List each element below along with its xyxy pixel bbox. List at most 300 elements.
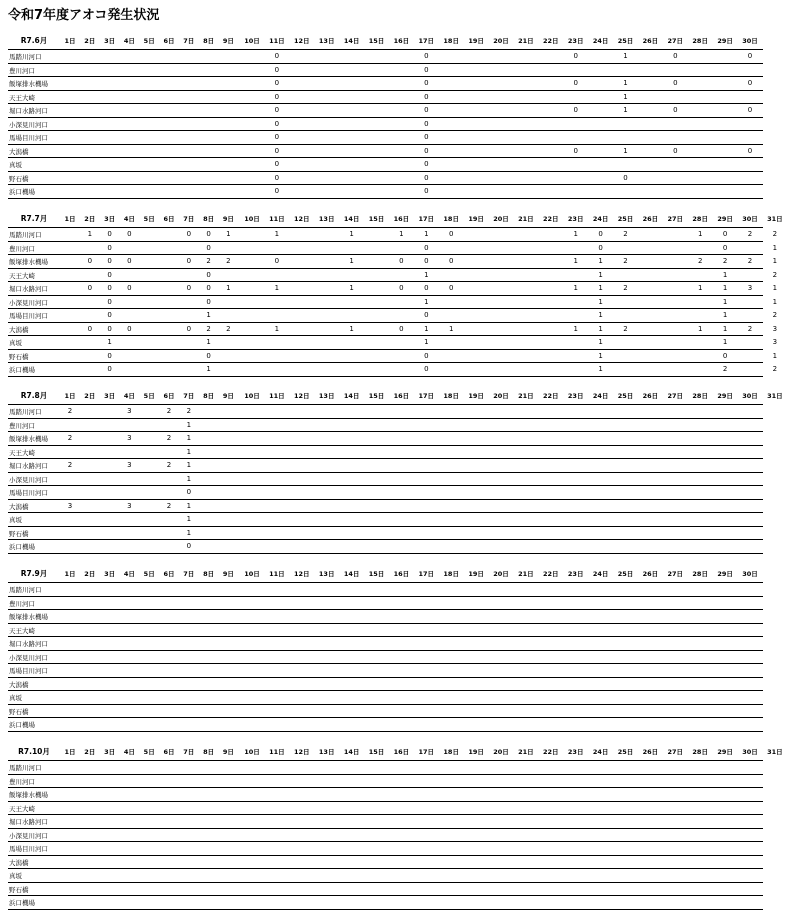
cell-value: 3 [127, 434, 132, 442]
cell-value: 2 [623, 257, 628, 265]
day-header: 16日 [393, 37, 410, 45]
day-header: 28日 [692, 392, 708, 400]
day-header: 21日 [518, 215, 534, 223]
location-label: 小深見川河口 [9, 120, 48, 129]
location-label: 浜口機場 [9, 721, 35, 729]
day-header: 7日 [183, 215, 195, 223]
table-row [8, 651, 763, 665]
day-header: 4日 [123, 570, 135, 578]
cell-value: 1 [206, 365, 211, 373]
cell-value: 0 [127, 284, 132, 292]
day-header: 21日 [518, 748, 534, 756]
cell-value: 1 [772, 351, 778, 360]
day-header: 11日 [269, 215, 285, 223]
location-label: 馬踏川河口 [9, 586, 42, 594]
cell-value: 0 [424, 146, 429, 155]
day-header: 17日 [418, 570, 435, 578]
cell-value: 1 [186, 447, 192, 456]
day-header: 27日 [667, 392, 684, 400]
day-header: 1日 [64, 215, 76, 223]
cell-value: 1 [349, 230, 354, 238]
day-header: 17日 [418, 392, 435, 400]
table-row [8, 446, 763, 460]
cell-value: 0 [274, 106, 280, 114]
location-label: 馬場目川河口 [9, 134, 48, 142]
cell-value: 1 [107, 338, 112, 346]
day-header: 19日 [468, 570, 484, 578]
cell-value: 0 [424, 65, 429, 74]
cell-value: 0 [186, 542, 192, 550]
cell-value: 2 [67, 434, 73, 442]
table-row [8, 883, 763, 897]
month-table [8, 32, 763, 199]
cell-value: 0 [673, 106, 678, 114]
cell-value: 0 [747, 106, 753, 114]
cell-value: 0 [673, 52, 678, 60]
day-header: 19日 [468, 392, 484, 400]
day-header: 3日 [104, 215, 116, 223]
day-header: 28日 [692, 570, 708, 578]
location-label: 浜口機場 [9, 366, 35, 374]
cell-value: 1 [573, 257, 578, 265]
cell-value: 0 [107, 297, 112, 306]
cell-value: 0 [206, 297, 211, 306]
cell-value: 2 [226, 257, 231, 265]
table-row [8, 282, 778, 296]
table-row [8, 64, 763, 78]
table-row [8, 228, 778, 242]
cell-value: 0 [87, 257, 93, 265]
day-header: 7日 [183, 392, 195, 400]
cell-value: 2 [772, 230, 778, 238]
month-header-row [8, 387, 783, 405]
day-header: 11日 [269, 392, 285, 400]
location-label: 天王大崎 [9, 93, 35, 102]
location-label: 飯塚排水機場 [9, 613, 48, 621]
day-header: 4日 [123, 392, 135, 400]
cell-value: 1 [598, 365, 603, 373]
cell-value: 0 [274, 173, 280, 182]
cell-value: 0 [274, 79, 280, 87]
cell-value: 0 [206, 270, 211, 279]
table-row [8, 527, 763, 541]
location-label: 馬場目川河口 [9, 845, 48, 853]
cell-value: 0 [424, 311, 429, 319]
day-header: 18日 [443, 570, 459, 578]
day-header: 5日 [143, 37, 155, 45]
cell-value: 0 [127, 230, 132, 238]
day-header: 17日 [418, 37, 435, 45]
day-header: 6日 [163, 392, 175, 400]
cell-value: 0 [107, 324, 112, 333]
day-header: 30日 [742, 37, 758, 45]
location-label: 野石橋 [9, 529, 29, 538]
table-row [8, 500, 763, 514]
day-header: 1日 [64, 748, 76, 756]
cell-value: 1 [697, 284, 703, 292]
location-label: 大潟橋 [9, 858, 29, 867]
location-label: 野石橋 [9, 885, 29, 894]
cell-value: 1 [598, 338, 603, 346]
table-row [8, 269, 778, 283]
day-header: 7日 [183, 748, 195, 756]
cell-value: 0 [107, 257, 112, 265]
day-header: 10日 [244, 570, 260, 578]
day-header: 19日 [468, 748, 484, 756]
day-header: 30日 [742, 570, 758, 578]
location-label: 真坂 [9, 872, 22, 880]
cell-value: 1 [274, 230, 280, 238]
table-row [8, 185, 763, 199]
cell-value: 1 [722, 270, 728, 279]
cell-value: 2 [226, 324, 231, 333]
cell-value: 0 [424, 106, 429, 114]
day-header: 25日 [617, 392, 634, 400]
cell-value: 0 [448, 284, 454, 292]
table-row [8, 815, 763, 829]
day-header: 19日 [468, 37, 484, 45]
table-row [8, 583, 763, 597]
day-header: 15日 [368, 392, 385, 400]
day-header: 15日 [368, 37, 385, 45]
cell-value: 0 [274, 187, 280, 195]
location-label: 小深見川河口 [9, 653, 48, 662]
day-header: 29日 [717, 37, 733, 45]
cell-value: 2 [206, 324, 211, 333]
cell-value: 1 [186, 515, 192, 523]
day-header: 25日 [617, 37, 634, 45]
cell-value: 0 [424, 257, 429, 265]
table-row [8, 363, 778, 377]
day-header: 27日 [667, 37, 684, 45]
day-header: 28日 [692, 37, 708, 45]
cell-value: 2 [772, 311, 778, 319]
cell-value: 0 [424, 365, 429, 373]
day-header: 25日 [617, 748, 634, 756]
cell-value: 0 [107, 351, 112, 360]
table-row [8, 158, 763, 172]
day-header: 3日 [104, 748, 116, 756]
location-label: 大潟橋 [9, 680, 29, 689]
cell-value: 1 [598, 284, 603, 292]
location-label: 小深見川河口 [9, 298, 48, 307]
day-header: 16日 [393, 570, 410, 578]
day-header: 11日 [269, 748, 285, 756]
cell-value: 0 [107, 243, 112, 252]
table-row [8, 513, 763, 527]
cell-value: 1 [697, 230, 703, 238]
month-header-row [8, 210, 783, 228]
cell-value: 3 [127, 407, 132, 415]
cell-value: 0 [206, 351, 211, 360]
day-header: 24日 [592, 215, 609, 223]
location-label: 大潟橋 [9, 502, 29, 511]
cell-value: 2 [747, 257, 753, 265]
day-header: 26日 [642, 570, 659, 578]
month-label: R7.6月 [20, 36, 48, 45]
table-row [8, 637, 763, 651]
cell-value: 0 [399, 324, 404, 333]
cell-value: 0 [186, 324, 192, 333]
day-header: 21日 [518, 570, 534, 578]
cell-value: 0 [448, 257, 454, 265]
cell-value: 0 [424, 243, 429, 252]
cell-value: 0 [107, 230, 112, 238]
table-row [8, 761, 763, 775]
month-table [8, 387, 783, 554]
day-header: 24日 [592, 748, 609, 756]
day-header: 25日 [617, 215, 634, 223]
table-row [8, 104, 763, 118]
cell-value: 0 [424, 173, 429, 182]
month-header-row [8, 565, 763, 583]
cell-value: 2 [623, 284, 628, 292]
table-row [8, 597, 763, 611]
cell-value: 2 [166, 407, 172, 415]
table-row [8, 624, 763, 638]
cell-value: 0 [424, 133, 429, 141]
day-header: 31日 [767, 392, 783, 400]
day-header: 18日 [443, 748, 459, 756]
location-label: 野石橋 [9, 174, 29, 183]
cell-value: 1 [206, 311, 211, 319]
table-row [8, 50, 763, 64]
table-row [8, 323, 778, 337]
day-header: 23日 [567, 215, 584, 223]
location-label: 浜口機場 [9, 543, 35, 551]
day-header: 15日 [368, 570, 385, 578]
cell-value: 3 [772, 338, 778, 346]
table-row [8, 540, 763, 554]
day-header: 30日 [742, 215, 758, 223]
day-header: 13日 [318, 215, 335, 223]
cell-value: 0 [747, 79, 753, 87]
table-row [8, 131, 763, 145]
cell-value: 2 [67, 407, 73, 415]
day-header: 31日 [767, 748, 783, 756]
location-label: 小深見川河口 [9, 475, 48, 484]
cell-value: 0 [274, 257, 280, 265]
day-header: 27日 [667, 748, 684, 756]
cell-value: 2 [623, 230, 628, 238]
day-header: 14日 [343, 215, 360, 223]
cell-value: 0 [424, 187, 429, 195]
location-label: 堀口水路河口 [9, 640, 48, 648]
cell-value: 0 [399, 284, 404, 292]
day-header: 21日 [518, 37, 534, 45]
day-header: 5日 [143, 748, 155, 756]
location-label: 真坂 [9, 161, 22, 169]
table-row [8, 896, 763, 910]
location-label: 天王大崎 [9, 271, 35, 280]
day-header: 1日 [64, 570, 76, 578]
table-row [8, 145, 763, 159]
day-header: 29日 [717, 570, 733, 578]
day-header: 2日 [84, 748, 96, 756]
cell-value: 1 [598, 324, 603, 333]
table-row [8, 242, 778, 256]
cell-value: 1 [598, 351, 603, 360]
cell-value: 1 [623, 79, 628, 87]
cell-value: 1 [598, 297, 603, 306]
cell-value: 0 [673, 146, 678, 155]
cell-value: 0 [573, 146, 578, 155]
day-header: 9日 [222, 748, 234, 756]
cell-value: 2 [166, 461, 172, 469]
day-header: 3日 [104, 570, 116, 578]
cell-value: 2 [747, 230, 753, 238]
cell-value: 3 [772, 324, 778, 333]
day-header: 13日 [318, 392, 335, 400]
day-header: 10日 [244, 37, 260, 45]
day-header: 9日 [222, 392, 234, 400]
cell-value: 1 [424, 297, 429, 306]
day-header: 13日 [318, 570, 335, 578]
cell-value: 1 [722, 311, 728, 319]
cell-value: 0 [274, 65, 280, 74]
location-label: 飯塚排水機場 [9, 435, 48, 443]
day-header: 24日 [592, 37, 609, 45]
day-header: 16日 [393, 392, 410, 400]
table-row [8, 788, 763, 802]
day-header: 29日 [717, 392, 733, 400]
cell-value: 2 [722, 257, 728, 265]
location-label: 真坂 [9, 516, 22, 524]
day-header: 5日 [143, 392, 155, 400]
cell-value: 1 [722, 324, 728, 333]
cell-value: 2 [166, 434, 172, 442]
day-header: 26日 [642, 748, 659, 756]
day-header: 15日 [368, 215, 385, 223]
cell-value: 1 [722, 284, 728, 292]
cell-value: 1 [623, 146, 628, 155]
cell-value: 0 [424, 160, 429, 168]
location-label: 馬踏川河口 [9, 53, 42, 61]
day-header: 18日 [443, 215, 459, 223]
day-header: 4日 [123, 215, 135, 223]
day-header: 23日 [567, 570, 584, 578]
location-label: 浜口機場 [9, 899, 35, 907]
day-header: 20日 [493, 748, 509, 756]
month-header-row [8, 32, 763, 50]
cell-value: 0 [573, 106, 578, 114]
day-header: 2日 [84, 215, 96, 223]
cell-value: 0 [87, 324, 93, 333]
day-header: 22日 [543, 570, 559, 578]
day-header: 27日 [667, 215, 684, 223]
day-header: 25日 [617, 570, 634, 578]
cell-value: 0 [424, 52, 429, 60]
location-label: 馬場目川河口 [9, 489, 48, 497]
cell-value: 1 [424, 338, 429, 346]
cell-value: 1 [772, 284, 778, 292]
day-header: 27日 [667, 570, 684, 578]
location-label: 浜口機場 [9, 188, 35, 196]
table-row [8, 77, 763, 91]
location-label: 飯塚排水機場 [9, 258, 48, 266]
month-label: R7.8月 [20, 391, 48, 400]
day-header: 30日 [742, 748, 758, 756]
day-header: 14日 [343, 748, 360, 756]
cell-value: 0 [747, 146, 753, 155]
cell-value: 2 [166, 501, 172, 510]
cell-value: 0 [424, 92, 429, 101]
month-table [8, 743, 783, 910]
location-label: 馬踏川河口 [9, 408, 42, 416]
day-header: 12日 [294, 570, 310, 578]
cell-value: 0 [274, 92, 280, 101]
cell-value: 1 [772, 257, 778, 265]
cell-value: 0 [598, 243, 603, 252]
month-header-row [8, 743, 783, 761]
day-header: 9日 [222, 215, 234, 223]
table-row [8, 610, 763, 624]
day-header: 22日 [543, 37, 559, 45]
cell-value: 1 [186, 474, 192, 483]
cell-value: 1 [424, 230, 429, 238]
day-header: 2日 [84, 392, 96, 400]
cell-value: 1 [573, 324, 578, 333]
table-row [8, 336, 778, 350]
location-label: 豊川河口 [9, 421, 35, 430]
day-header: 10日 [244, 215, 260, 223]
table-row [8, 486, 763, 500]
day-header: 7日 [183, 37, 195, 45]
day-header: 21日 [518, 392, 534, 400]
location-label: 馬踏川河口 [9, 231, 42, 239]
day-header: 17日 [418, 215, 435, 223]
day-header: 29日 [717, 215, 733, 223]
cell-value: 0 [274, 160, 280, 168]
day-header: 18日 [443, 392, 459, 400]
day-header: 4日 [123, 37, 135, 45]
month-label: R7.9月 [20, 569, 48, 578]
month-label: R7.7月 [20, 214, 48, 223]
cell-value: 0 [127, 257, 132, 265]
location-label: 小深見川河口 [9, 831, 48, 840]
cell-value: 0 [722, 230, 728, 238]
day-header: 30日 [742, 392, 758, 400]
day-header: 19日 [468, 215, 484, 223]
cell-value: 0 [399, 257, 404, 265]
location-label: 豊川河口 [9, 66, 35, 75]
day-header: 12日 [294, 37, 310, 45]
cell-value: 0 [722, 243, 728, 252]
day-header: 2日 [84, 37, 96, 45]
cell-value: 0 [274, 146, 280, 155]
day-header: 6日 [163, 215, 175, 223]
day-header: 8日 [203, 392, 215, 400]
cell-value: 0 [747, 52, 753, 60]
location-label: 馬場目川河口 [9, 667, 48, 675]
table-row [8, 802, 763, 816]
cell-value: 1 [722, 338, 728, 346]
day-header: 31日 [767, 215, 783, 223]
location-label: 大潟橋 [9, 147, 29, 156]
cell-value: 1 [274, 324, 280, 333]
table-row [8, 419, 763, 433]
day-header: 20日 [493, 392, 509, 400]
day-header: 5日 [143, 215, 155, 223]
cell-value: 1 [349, 257, 354, 265]
cell-value: 0 [186, 488, 192, 496]
day-header: 20日 [493, 37, 509, 45]
cell-value: 0 [206, 284, 211, 292]
location-label: 天王大崎 [9, 448, 35, 457]
day-header: 8日 [203, 748, 215, 756]
day-header: 6日 [163, 570, 175, 578]
day-header: 1日 [64, 392, 76, 400]
